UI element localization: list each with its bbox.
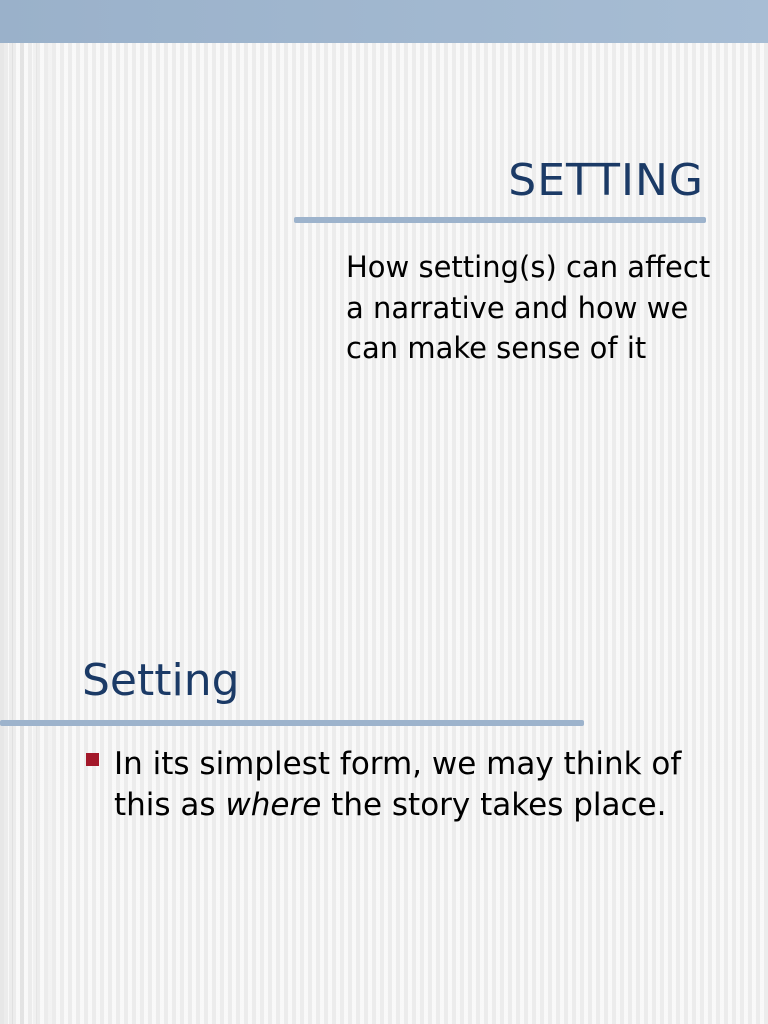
bullet-text-emphasis: where (225, 786, 322, 823)
square-bullet-icon (86, 753, 99, 766)
bullet-text (114, 744, 724, 825)
title-underline (0, 720, 584, 726)
slide-subtitle: How setting(s) can affect a narrative and how we can make sense of it (346, 250, 711, 365)
slide-1 (0, 43, 768, 576)
slide-2 (0, 576, 768, 1024)
bullet-text-end: the story takes place. (321, 786, 667, 823)
title-underline (294, 217, 706, 223)
slide-title: Setting (82, 655, 240, 706)
bullet-text-start: In its simplest form, we may think of this as (114, 746, 682, 823)
slide-title: SETTING (508, 155, 704, 206)
top-bar (0, 0, 768, 43)
